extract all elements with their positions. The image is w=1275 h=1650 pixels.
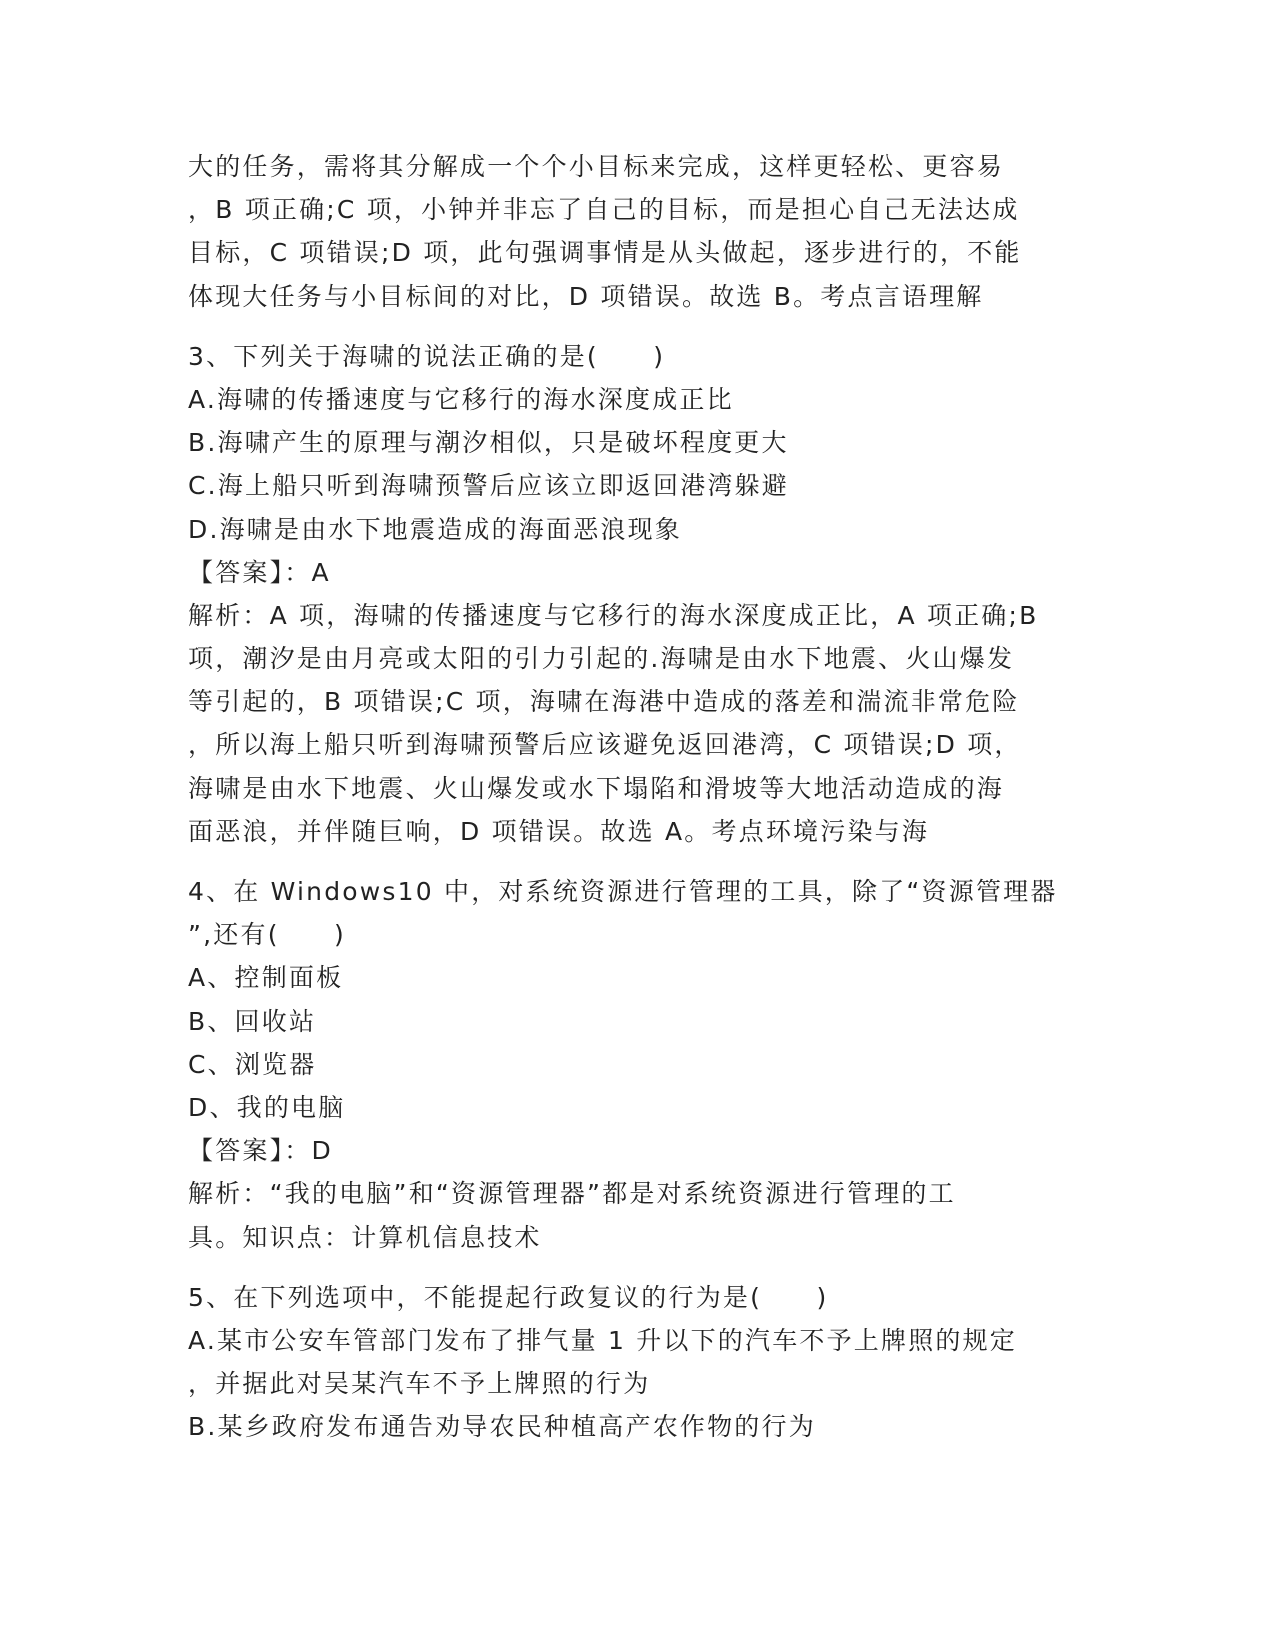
question-4 (188, 870, 1078, 1259)
explanation-line: 等引起的，B 项错误;C 项，海啸在海港中造成的落差和湍流非常危险 (188, 687, 1020, 717)
explanation-line: 海啸是由水下地震、火山爆发或水下塌陷和滑坡等大地活动造成的海 (188, 773, 1005, 803)
q2-explanation-tail (188, 145, 1078, 318)
explanation-line: 项，潮汐是由月亮或太阳的引力引起的.海啸是由水下地震、火山爆发 (188, 644, 1015, 674)
option-a-continued: ，并据此对吴某汽车不予上牌照的行为 (188, 1369, 651, 1399)
option-a: A.某市公安车管部门发布了排气量 1 升以下的汽车不予上牌照的规定 (188, 1325, 1018, 1355)
question-3 (188, 335, 1078, 853)
explanation-line: 解析：“我的电脑”和“资源管理器”都是对系统资源进行管理的工 (188, 1179, 956, 1209)
explanation-line: ，所以海上船只听到海啸预警后应该避免返回港湾，C 项错误;D 项， (188, 730, 1022, 760)
text-line: ，B 项正确;C 项，小钟并非忘了自己的目标，而是担心自己无法达成 (188, 195, 1020, 225)
option-b: B.海啸产生的原理与潮汐相似，只是破坏程度更大 (188, 428, 789, 458)
option-a: A.海啸的传播速度与它移行的海水深度成正比 (188, 384, 734, 414)
option-b: B.某乡政府发布通告劝导农民种植高产农作物的行为 (188, 1412, 816, 1442)
option-d: D、我的电脑 (188, 1092, 346, 1122)
text-line: 大的任务，需将其分解成一个个小目标来完成，这样更轻松、更容易 (188, 152, 1005, 181)
answer-label: 【答案】：A (188, 557, 331, 587)
text-line: 目标，C 项错误;D 项，此句强调事情是从头做起，逐步进行的，不能 (188, 238, 1022, 268)
explanation-line: 面恶浪，并伴随巨响，D 项错误。故选 A。考点环境污染与海 (188, 816, 930, 846)
option-b: B、回收站 (188, 1006, 317, 1036)
question-stem: 4、在 Windows10 中，对系统资源进行管理的工具，除了“资源管理器 (188, 877, 1058, 906)
question-stem: 5、在下列选项中，不能提起行政复议的行为是( ) (188, 1282, 829, 1312)
option-d: D.海啸是由水下地震造成的海面恶浪现象 (188, 514, 682, 544)
answer-label: 【答案】：D (188, 1136, 333, 1166)
question-stem: ”,还有( ) (188, 920, 347, 950)
option-c: C、浏览器 (188, 1049, 317, 1079)
question-5 (188, 1276, 1078, 1449)
question-stem: 3、下列关于海啸的说法正确的是( ) (188, 341, 666, 371)
document-page (188, 145, 1078, 1448)
option-a: A、控制面板 (188, 963, 344, 993)
option-c: C.海上船只听到海啸预警后应该立即返回港湾躲避 (188, 471, 790, 501)
explanation-line: 具。知识点：计算机信息技术 (188, 1222, 542, 1252)
text-line: 体现大任务与小目标间的对比，D 项错误。故选 B。考点言语理解 (188, 281, 984, 311)
explanation-line: 解析：A 项，海啸的传播速度与它移行的海水深度成正比，A 项正确;B (188, 600, 1039, 630)
